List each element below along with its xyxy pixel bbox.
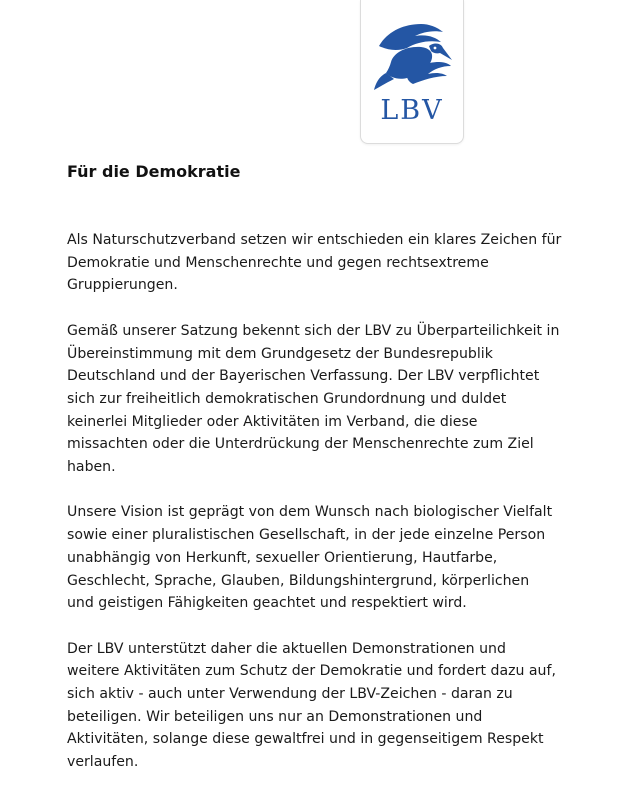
paragraph <box>67 229 607 297</box>
text-line: Unsere Vision ist geprägt von dem Wunsch nach biologischer Vielfalt <box>67 504 553 521</box>
text-line: Demokratie und Menschenrechte und gegen rechtsextreme <box>67 254 489 271</box>
text-line: sich zur freiheitlich demokratischen Grundordnung und duldet <box>67 390 507 407</box>
text-line: unabhängig von Herkunft, sexueller Orientierung, Hautfarbe, <box>67 549 498 566</box>
text-line: Als Naturschutzverband setzen wir entschieden ein klares Zeichen für <box>67 232 562 248</box>
text-line: haben. <box>67 459 116 476</box>
text-line: Gemäß unserer Satzung bekennt sich der LBV zu Überparteilichkeit in <box>67 322 560 339</box>
article-body <box>67 229 607 797</box>
page-title: Für die Demokratie <box>67 162 241 181</box>
text-line: beteiligen. Wir beteiligen uns nur an Demonstrationen und <box>67 708 483 725</box>
logo-text: LBV <box>380 95 444 126</box>
text-line: sowie einer pluralistischen Gesellschaft, in der jede einzelne Person <box>67 527 546 544</box>
text-line: weitere Aktivitäten zum Schutz der Demokratie und fordert dazu auf, <box>67 663 556 680</box>
text-line: missachten oder die Unterdrückung der Menschenrechte zum Ziel <box>67 436 534 453</box>
text-line: verlaufen. <box>67 754 139 771</box>
paragraph <box>67 638 607 774</box>
text-line: Gruppierungen. <box>67 277 178 294</box>
kingfisher-bird-icon <box>371 20 453 92</box>
text-line: und geistigen Fähigkeiten geachtet und respektiert wird. <box>67 595 467 612</box>
lbv-logo <box>360 0 464 144</box>
text-line: sich aktiv - auch unter Verwendung der LBV-Zeichen - daran zu <box>67 686 513 703</box>
text-line: Geschlecht, Sprache, Glauben, Bildungshintergrund, körperlichen <box>67 572 530 589</box>
paragraph <box>67 501 607 615</box>
text-line: Deutschland und der Bayerischen Verfassung. Der LBV verpflichtet <box>67 368 540 385</box>
text-line: Der LBV unterstützt daher die aktuellen Demonstrationen und <box>67 640 506 657</box>
text-line: Aktivitäten, solange diese gewaltfrei und in gegenseitigem Respekt <box>67 731 544 748</box>
paragraph <box>67 320 607 479</box>
text-line: keinerlei Mitglieder oder Aktivitäten im Verband, die diese <box>67 413 478 430</box>
text-line: Übereinstimmung mit dem Grundgesetz der Bundesrepublik <box>67 345 493 362</box>
